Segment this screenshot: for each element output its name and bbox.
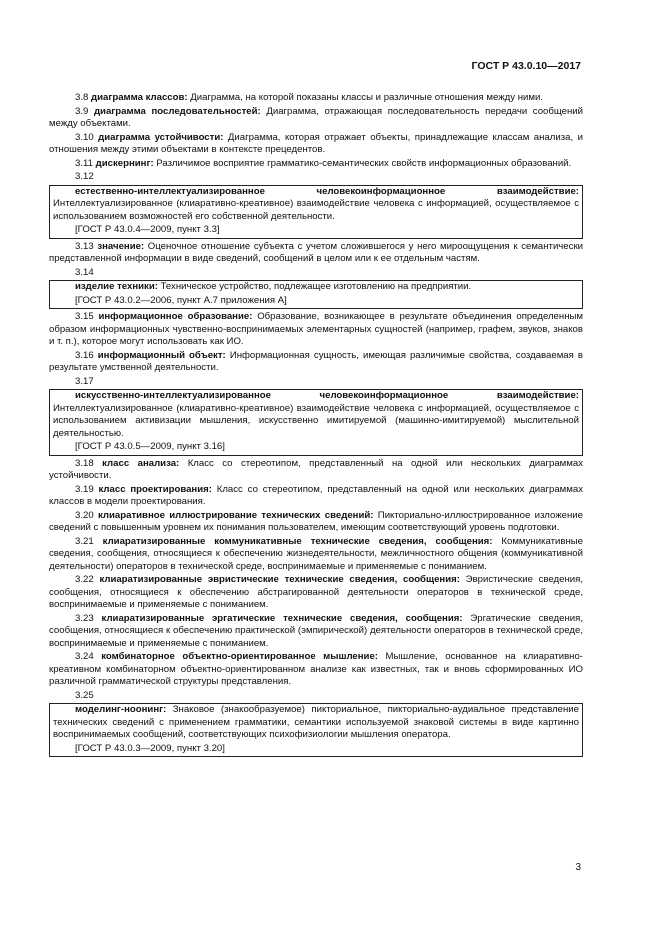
term-entry — [49, 132, 583, 157]
term-name: класс анализа: — [102, 457, 180, 469]
term-definition: Интеллектуализированное (клиаративно-креативное) взаимодействие человека с информацией, осуществляемое с использованием возможностей его собственной деятельности. — [53, 198, 579, 222]
term-definition: Диаграмма, которая отражает объекты, принадлежащие классам анализа, и отношения между этими объектами в контексте прецедентов. — [49, 131, 583, 155]
term-entry — [49, 613, 583, 651]
term-entry — [49, 651, 583, 689]
term-number: 3.18 — [75, 457, 94, 469]
term-name: информационный объект: — [97, 349, 226, 361]
term-name: моделинг-ноонинг: — [75, 704, 167, 715]
term-name: клиаратизированные коммуникативные технические сведения, сообщения: — [102, 535, 493, 547]
term-entry — [49, 350, 583, 375]
term-name: клиаратизированные эргатические технические сведения, сообщения: — [101, 612, 463, 624]
term-definition: Оценочное отношение субъекта с учетом сложившегося у него мироощущения к семантически представленной информации в виде сведений, сообщений в целом или к ее отдельным частям. — [49, 240, 583, 264]
term-entry — [53, 186, 579, 224]
term-entry — [49, 92, 583, 105]
term-entry — [49, 158, 583, 171]
term-definition: Мышление, основанное на клиаративно-креативном комбинаторном объектно-ориентированном анализе как известных, так и вновь сформированных ИО различной грамматической структуры представления. — [49, 651, 583, 687]
quoted-term-box — [49, 280, 583, 309]
term-number: 3.10 — [75, 131, 94, 143]
term-name: диаграмма классов: — [91, 92, 188, 103]
term-name: диаграмма устойчивости: — [98, 131, 224, 143]
term-number: 3.8 — [75, 92, 89, 103]
term-name: информационное образование: — [98, 311, 253, 322]
term-definition: Класс со стереотипом, представленный на одной или нескольких диаграммах устойчивости. — [49, 457, 583, 481]
term-number: 3.17 — [75, 375, 94, 387]
term-name: искусственно-интеллектуализированное человекоинформационное взаимодействие: — [75, 390, 579, 401]
term-number: 3.12 — [75, 171, 94, 182]
term-number: 3.25 — [75, 689, 94, 701]
term-name: дискернинг: — [95, 157, 154, 169]
term-number: 3.20 — [75, 509, 94, 521]
term-definition: Эвристические сведения, сообщения, относящиеся к обеспечению абстрагированной деятельности операторов в технической среде, воспринимаемые и применяемые с пониманием. — [49, 574, 584, 610]
term-definition: Знаковое (знакообразуемое) пикториальное, пикториально-аудиальное представление технических сведений с применением грамматики, семантики используемой знаковой системы в виде картинно воспринимаемых сообщений, соответствующих психофизиологии мышления оператора. — [53, 704, 579, 740]
term-name: естественно-интеллектуализированное человекоинформационное взаимодействие: — [75, 185, 579, 197]
term-source: [ГОСТ Р 43.0.3—2009, пункт 3.20] — [75, 742, 225, 754]
term-name: клиаративное иллюстрирование технических сведений: — [98, 509, 374, 521]
term-entry — [49, 574, 583, 612]
term-name: клиаратизированные эвристические технические сведения, сообщения: — [99, 574, 460, 585]
term-number: 3.24 — [75, 651, 94, 662]
quoted-term-box — [49, 185, 583, 239]
term-source: [ГОСТ Р 43.0.2—2006, пункт А.7 приложения А] — [75, 294, 287, 306]
term-number: 3.15 — [75, 311, 94, 322]
term-definition: Различимое восприятие грамматико-семантических свойств информационных образований. — [153, 157, 572, 169]
document-code: ГОСТ Р 43.0.10—2017 — [471, 60, 581, 72]
term-name: комбинаторное объектно-ориентированное мышление: — [101, 651, 378, 662]
term-name: класс проектирования: — [98, 483, 212, 495]
term-name: диаграмма последовательностей: — [93, 105, 261, 117]
terms-list — [49, 92, 583, 759]
term-number: 3.13 — [75, 240, 94, 252]
term-entry — [53, 390, 579, 440]
quoted-term-box — [49, 703, 583, 757]
term-definition: Пикториально-иллюстрированное изложение сведений с повышенным уровнем их понимания пользователем, имеющим соответствующий уровень подготовки. — [49, 509, 583, 533]
term-name: изделие техники: — [75, 281, 158, 292]
term-entry — [49, 458, 583, 483]
term-definition: Образование, возникающее в результате объединения определенным образом информационных чувственно-воспринимаемых элементарных сущностей (например, графем, звуков, знаков и т. п.), которое могут использовать как ИО. — [49, 311, 583, 347]
term-entry — [53, 281, 579, 294]
page-number: 3 — [575, 862, 581, 873]
term-entry — [49, 106, 583, 131]
term-entry — [49, 241, 583, 266]
term-entry — [49, 510, 583, 535]
term-number: 3.9 — [75, 105, 89, 117]
term-number: 3.22 — [75, 574, 94, 585]
term-definition: Диаграмма, на которой показаны классы и различные отношения между ними. — [187, 92, 543, 103]
term-definition: Интеллектуализированное (клиаративно-креативное) взаимодействие человека с информацией, осуществляемое с использованием активизации мышления, искусственно имитируемой (машинно-имитируемой) мыслительной деятельностью. — [53, 402, 579, 439]
term-number: 3.16 — [75, 349, 94, 361]
term-number: 3.11 — [75, 157, 93, 169]
term-entry — [53, 704, 579, 742]
term-entry — [49, 484, 583, 509]
term-name: значение: — [97, 240, 145, 252]
term-entry — [49, 536, 583, 574]
term-number: 3.14 — [75, 266, 94, 278]
term-definition: Коммуникативные сведения, сообщения, относящиеся к обеспечению жизнедеятельности, межличностного общения (коммуникативной деятельности) операторов в технической среде, воспринимаемые и применяемые с пониманием. — [49, 535, 583, 572]
term-definition: Эргатические сведения, сообщения, относящиеся к обеспечению практической (эмпирической) деятельности операторов в технической среде, воспринимаемые и применяемые с пониманием. — [49, 612, 583, 649]
quoted-term-box — [49, 389, 583, 456]
term-source: [ГОСТ Р 43.0.4—2009, пункт 3.3] — [75, 224, 220, 235]
term-source: [ГОСТ Р 43.0.5—2009, пункт 3.16] — [75, 441, 225, 452]
term-definition: Информационная сущность, имеющая различимые свойства, создаваемая в результате умственной деятельности. — [49, 349, 584, 373]
term-definition: Диаграмма, отражающая последовательность передачи сообщений между объектами. — [49, 105, 584, 129]
term-definition: Техническое устройство, подлежащее изготовлению на предприятии. — [157, 281, 472, 292]
term-number: 3.21 — [75, 535, 94, 547]
term-entry — [49, 311, 583, 349]
term-definition: Класс со стереотипом, представленный на одной или нескольких диаграммах классов в модели проектирования. — [49, 483, 584, 507]
term-number: 3.23 — [75, 612, 94, 624]
term-number: 3.19 — [75, 483, 94, 495]
